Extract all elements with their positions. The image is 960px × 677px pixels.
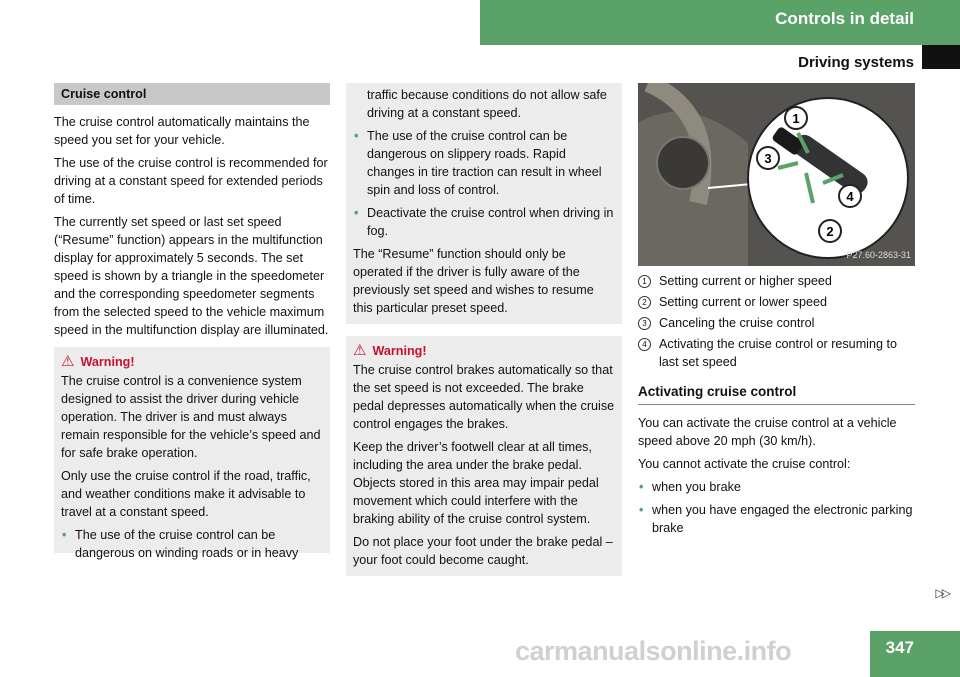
cruise-control-heading: Cruise control [54, 83, 330, 105]
warning-triangle-icon: ⚠ [353, 342, 367, 359]
callout-number-icon: 2 [638, 296, 651, 309]
bullet-text: when you brake [652, 480, 741, 494]
watermark: carmanualsonline.info [515, 636, 792, 666]
legend-item [638, 272, 915, 290]
bullet-text: Deactivate the cruise control when driving in fog. [367, 206, 614, 238]
warning-paragraph: Keep the driver’s footwell clear at all times, including the area under the brake pedal. Objects stored in this area may impair pedal movement which could interfere with the braking ability of the cruise control system. [353, 440, 599, 526]
callout-number-icon: 1 [638, 275, 651, 288]
corner-marker [922, 45, 960, 69]
figure-code: P27.60-2863-31 [846, 250, 911, 260]
bullet-text: The use of the cruise control can be dangerous on slippery roads. Rapid changes in tire traction can result in wheel spin and loss of control. [367, 129, 602, 197]
figure-legend [638, 272, 915, 371]
callout-number-icon: 3 [638, 317, 651, 330]
bullet-text: The use of the cruise control can be dangerous on winding roads or in heavy [75, 528, 299, 560]
list-item [638, 478, 915, 496]
bullet-icon: • [639, 503, 644, 517]
figure-label-4: 4 [846, 189, 854, 204]
warning-title [61, 353, 323, 371]
bullet-icon: • [354, 206, 359, 220]
list-item [353, 127, 615, 199]
warning-title [353, 342, 615, 360]
figure-label-3: 3 [764, 151, 772, 166]
next-page-arrows-icon[interactable]: ▷▷ [935, 586, 948, 600]
lever-illustration [638, 83, 915, 266]
warning-bullets [61, 526, 323, 562]
bullet-text: when you have engaged the electronic parking brake [652, 503, 913, 535]
paragraph: The use of the cruise control is recommended for driving at a constant speed for extended periods of time. [54, 156, 328, 206]
paragraph: You cannot activate the cruise control: [638, 457, 851, 471]
list-item [638, 501, 915, 537]
legend-text: Canceling the cruise control [659, 316, 815, 330]
warning-paragraph: The cruise control is a convenience system designed to assist the driver during vehicle operation. The driver is and must always remain responsible for the vehicle’s speed and for safe brake operation. [61, 374, 321, 460]
warning-paragraph: The cruise control brakes automatically so that the set speed is not exceeded. The brake pedal depresses automatically when the cruise control engages the brakes. [353, 363, 615, 431]
conditions-list [638, 478, 915, 537]
legend-text: Setting current or higher speed [659, 274, 832, 288]
callout-number-icon: 4 [638, 338, 651, 351]
bullet-icon: • [62, 528, 67, 542]
legend-item [638, 335, 915, 371]
legend-text: Activating the cruise control or resuming to last set speed [659, 337, 897, 369]
figure-label-1: 1 [792, 111, 800, 126]
warning-triangle-icon: ⚠ [61, 353, 75, 370]
activating-heading: Activating cruise control [638, 383, 915, 405]
warning-bullets [353, 127, 615, 240]
warning-box-1-continued [346, 83, 622, 324]
warning-box-1 [54, 347, 330, 560]
legend-text: Setting current or lower speed [659, 295, 828, 309]
warning-box-2 [346, 336, 622, 576]
section-title: Controls in detail [775, 9, 914, 28]
resume-note: The “Resume” function should only be operated if the driver is fully aware of the previously set speed and wishes to resume this particular preset speed. [353, 247, 594, 315]
bullet-icon: • [639, 480, 644, 494]
section-header-bar [480, 0, 960, 45]
legend-item [638, 314, 915, 332]
bullet-icon: • [354, 129, 359, 143]
list-item [353, 204, 615, 240]
paragraph: You can activate the cruise control at a vehicle speed above 20 mph (30 km/h). [638, 416, 897, 448]
subsection-title: Driving systems [798, 54, 914, 71]
warning-title-text: Warning! [372, 344, 427, 358]
column-2 [346, 83, 622, 576]
figure-label-2: 2 [826, 224, 834, 239]
warning-paragraph: Only use the cruise control if the road, traffic, and weather conditions make it advisable to travel at a constant speed. [61, 469, 311, 519]
cruise-control-lever-figure [638, 83, 915, 266]
page-number: 347 [870, 631, 960, 677]
warning-title-text: Warning! [80, 355, 135, 369]
list-item [61, 526, 323, 562]
column-1 [54, 83, 330, 560]
column-3 [638, 83, 915, 542]
paragraph: The cruise control automatically maintains the speed you set for your vehicle. [54, 115, 310, 147]
warning-paragraph: Do not place your foot under the brake pedal – your foot could become caught. [353, 535, 613, 567]
bullet-continuation: traffic because conditions do not allow safe driving at a constant speed. [367, 88, 607, 120]
paragraph: The currently set speed or last set speed (“Resume” function) appears in the multifunction display for approximately 5 seconds. The set speed is shown by a triangle in the speedometer and the corresponding speedometer segments from the selected speed to the vehicle maximum speed in the multifunction display are illuminated. [54, 215, 329, 337]
legend-item [638, 293, 915, 311]
